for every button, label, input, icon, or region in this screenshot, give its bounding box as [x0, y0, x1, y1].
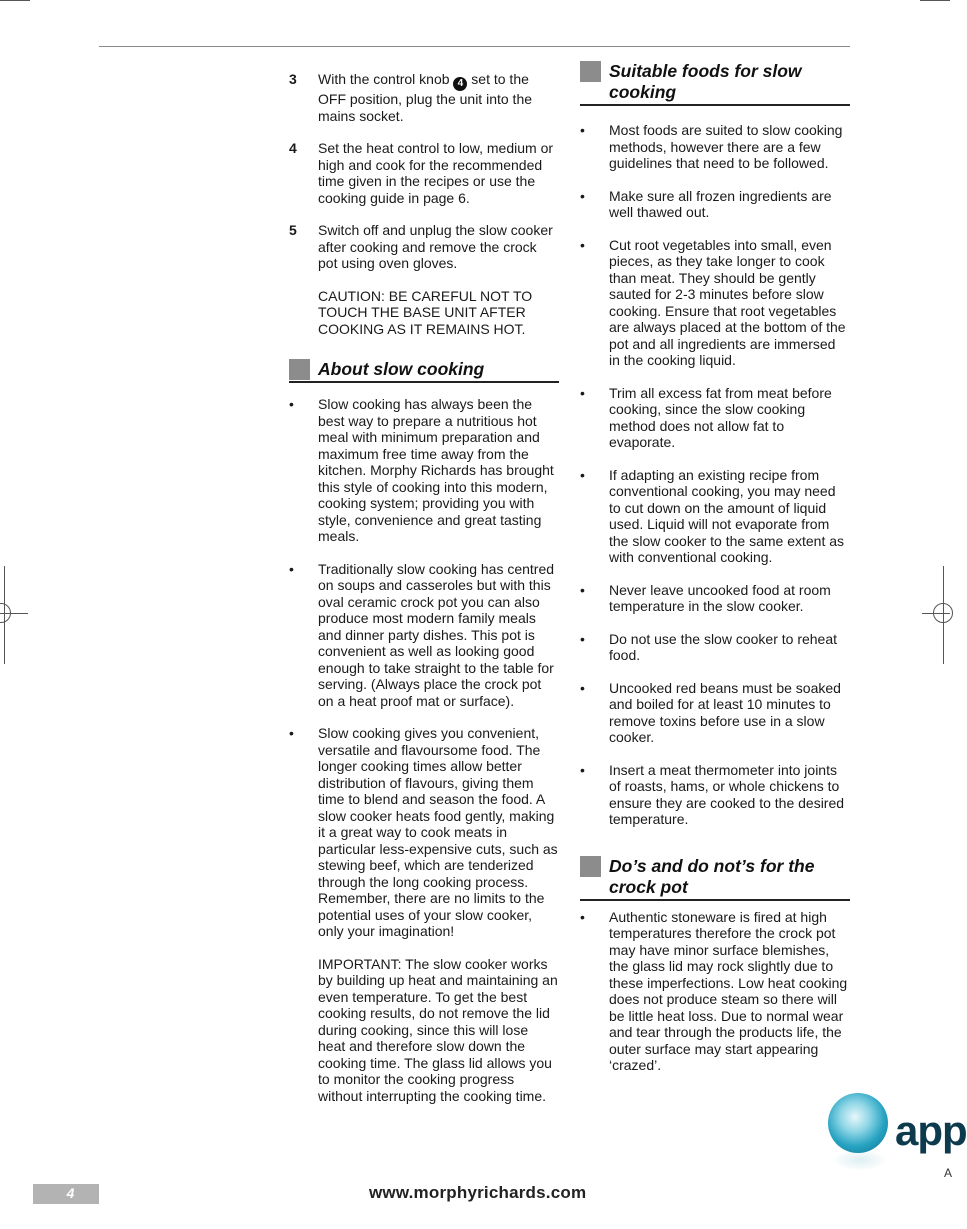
bullet-icon: • [580, 908, 585, 925]
page-number: 4 [66, 1185, 75, 1201]
registration-circle [933, 603, 953, 623]
bullet-icon: • [580, 679, 585, 696]
logo-text: app [895, 1107, 967, 1154]
list-item [580, 762, 850, 828]
step-number: 4 [289, 140, 297, 156]
step-4 [289, 140, 559, 206]
bullet-icon: • [580, 581, 585, 598]
list-item-text: If adapting an existing recipe from conventional cooking, you may need to cut down on the amount of liquid used. Liquid will not evaporate from the slow cooker to the same extent as with conventional cooking. [609, 466, 845, 565]
website-url: www.morphyrichards.com [369, 1183, 587, 1202]
list-item [289, 561, 559, 710]
left-column [289, 71, 559, 1104]
list-item [289, 725, 559, 940]
list-item-text: Never leave uncooked food at room temperature in the slow cooker. [609, 581, 831, 614]
step-5 [289, 222, 559, 272]
list-item [580, 237, 850, 369]
list-item-text: Slow cooking has always been the best way to prepare a nutritious hot meal with minimum preparation and maximum free time away from the kitchen. Morphy Richards has brought this style of cooking into this modern, cooking system; providing you with style, convenience and great tasting meals. [318, 396, 554, 544]
bullet-icon: • [289, 396, 294, 412]
list-item-text: Insert a meat thermometer into joints of roasts, hams, or whole chickens to ensure they are cooked to the desired temperature. [609, 761, 845, 827]
top-rule [99, 46, 850, 47]
list-item-text: Make sure all frozen ingredients are well thawed out. [609, 187, 832, 220]
list-item-text: Uncooked red beans must be soaked and boiled for at least 10 minutes to remove toxins before use in a slow cooker. [609, 679, 841, 745]
list-item [580, 631, 850, 664]
list-item-text: Cut root vegetables into small, even pieces, as they take longer to cook than meat. They should be gently sauted for 2-3 minutes before slow cooking. Ensure that root vegetables are always placed at the bottom of the pot and all ingredients are immersed in the cooking liquid. [609, 236, 846, 368]
heading-marker [580, 856, 601, 877]
section-heading-dos [580, 856, 850, 901]
right-column [580, 61, 850, 1074]
list-item [580, 188, 850, 221]
list-item-text: Authentic stoneware is fired at high temperatures therefore the crock pot may have minor surface blemishes, the glass lid may rock slightly due to these imperfections. Low heat cooking does not produce steam so there will be little heat loss. Due to normal wear and tear through the products life, the outer surface may start appearing ‘crazed’. [609, 908, 848, 1073]
bullet-icon: • [580, 236, 585, 253]
bullet-icon: • [580, 384, 585, 401]
section-heading-suitable [580, 61, 850, 106]
list-item-text: Traditionally slow cooking has centred on soups and casseroles but with this oval ceramic crock pot you can also produce most modern family meals and dinner party dishes. This pot is convenient as well as looking good enough to take straight to the table for serving. (Always place the crock pot on a heat proof mat or surface). [318, 560, 555, 709]
step-text: Switch off and unplug the slow cooker after cooking and remove the crock pot using oven gloves. [318, 222, 553, 271]
bullet-icon: • [289, 560, 294, 577]
logo-subtext: A [944, 1166, 953, 1180]
heading-text: Suitable foods for slow cooking [609, 61, 802, 102]
section-heading-about [289, 359, 559, 383]
step-number: 5 [289, 222, 297, 238]
step-text: Set the heat control to low, medium or high and cook for the recommended time given in the recipes or use the cooking guide in page 6. [318, 140, 554, 206]
bullet-icon: • [580, 187, 585, 204]
bullet-icon: • [289, 725, 294, 741]
crop-mark [0, 0, 30, 1]
list-item [580, 122, 850, 172]
list-item [580, 909, 850, 1074]
list-item [580, 385, 850, 451]
bullet-icon: • [580, 630, 585, 647]
heading-marker [289, 359, 310, 380]
bullet-icon: • [580, 466, 585, 483]
list-item [580, 582, 850, 615]
step-text: With the control knob 4 set to the OFF position, plug the unit into the mains socket. [318, 71, 533, 124]
step-number: 3 [289, 71, 297, 87]
crop-mark [920, 0, 950, 1]
list-item-text: Do not use the slow cooker to reheat food. [609, 630, 838, 663]
step-3 [289, 71, 559, 124]
bullet-icon: • [580, 122, 585, 138]
registration-circle [0, 603, 11, 623]
logo-reflection [835, 1150, 885, 1170]
bullet-icon: • [580, 761, 585, 778]
list-item [580, 467, 850, 566]
heading-text: Do’s and do not’s for the crock pot [609, 855, 815, 897]
caution-note: CAUTION: BE CAREFUL NOT TO TOUCH THE BASE UNIT AFTER COOKING AS IT REMAINS HOT. [318, 287, 533, 337]
heading-text: About slow cooking [318, 359, 485, 379]
list-item-text: Slow cooking gives you convenient, versatile and flavoursome food. The longer cooking times allow better distribution of flavours, giving them time to blend and season the food. A slow cooker heats food gently, making it a great way to cook meats in particular less-expensive cuts, such as stewing beef, which are tenderized through the long cooking process. Remember, there are no limits to the potential uses of your slow cooker, only your imagination! [318, 725, 558, 939]
knob-number-icon: 4 [453, 77, 467, 91]
heading-marker [580, 61, 601, 82]
list-item [289, 396, 559, 545]
list-item [580, 680, 850, 746]
list-item-text: Trim all excess fat from meat before cooking, since the slow cooking method does not allow fat to evaporate. [609, 384, 832, 450]
logo-icon [828, 1093, 888, 1153]
important-note: IMPORTANT: The slow cooker works by building up heat and maintaining an even temperature. To get the best cooking results, do not remove the lid during cooking, since this will lose heat and therefore slow down the cooking time. The glass lid allows you to monitor the cooking progress without interrupting the cooking time. [318, 955, 558, 1104]
list-item-text: Most foods are suited to slow cooking methods, however there are a few guidelines that need to be followed. [609, 122, 843, 171]
